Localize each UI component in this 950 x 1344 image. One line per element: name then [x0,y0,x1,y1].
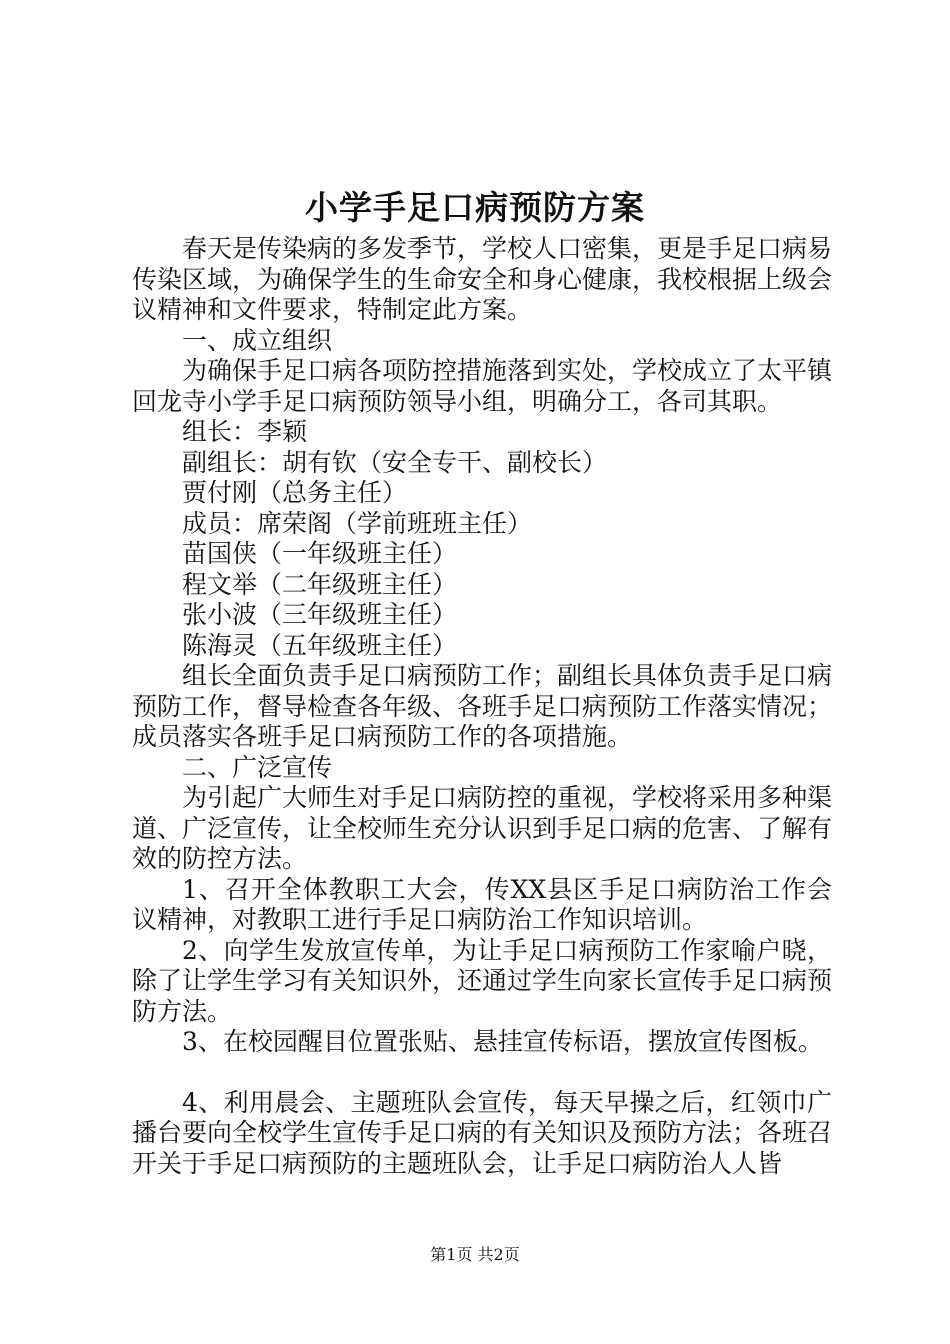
list-item: 4、利用晨会、主题班队会宣传，每天早操之后，红领巾广播台要向全校学生宣传手足口病的有关知识及预防方法；各班召开关于手足口病预防的主题班队会，让手足口病防治人人皆 [132,1087,833,1178]
section-heading: 一、成立组织 [182,325,333,355]
member-line: 成员：席荣阁（学前班班主任） [182,508,533,538]
intro-paragraph: 春天是传染病的多发季节，学校人口密集，更是手足口病易传染区域，为确保学生的生命安全和身心健康，我校根据上级会议精神和文件要求，特制定此方案。 [132,234,833,324]
document-title: 小学手足口病预防方案 [305,188,645,227]
member-line: 程文举（二年级班主任） [182,569,458,599]
member-line: 贾付刚（总务主任） [182,478,408,507]
page-footer: 第1页 共2页 [430,1245,520,1264]
member-line: 组长：李颖 [182,417,308,446]
member-line: 苗国侠（一年级班主任） [182,539,458,568]
section-heading: 二、广泛宣传 [182,752,333,782]
member-line: 陈海灵（五年级班主任） [182,630,458,660]
list-item: 1、召开全体教职工大会，传XX县区手足口病防治工作会议精神，对教职工进行手足口病防治工作知识培训。 [132,874,832,934]
body-paragraph: 为引起广大师生对手足口病防控的重视，学校将采用多种渠道、广泛宣传，让全校师生充分认识到手足口病的危害、了解有效的防控方法。 [132,783,833,873]
list-item: 3、在校园醒目位置张贴、悬挂宣传标语，摆放宣传图板。 [182,1027,823,1056]
list-item: 2、向学生发放宣传单，为让手足口病预防工作家喻户晓，除了让学生学习有关知识外，还通过学生向家长宣传手足口病预防方法。 [132,935,833,1026]
member-line: 张小波（三年级班主任） [182,600,458,629]
member-line: 副组长：胡有钦（安全专干、副校长） [182,447,608,477]
document-body [132,234,832,1179]
body-paragraph: 组长全面负责手足口病预防工作；副组长具体负责手足口病预防工作，督导检查各年级、各班手足口病预防工作落实情况；成员落实各班手足口病预防工作的各项措施。 [132,661,833,751]
body-paragraph: 为确保手足口病各项防控措施落到实处，学校成立了太平镇回龙寺小学手足口病预防领导小组，明确分工，各司其职。 [132,356,833,416]
